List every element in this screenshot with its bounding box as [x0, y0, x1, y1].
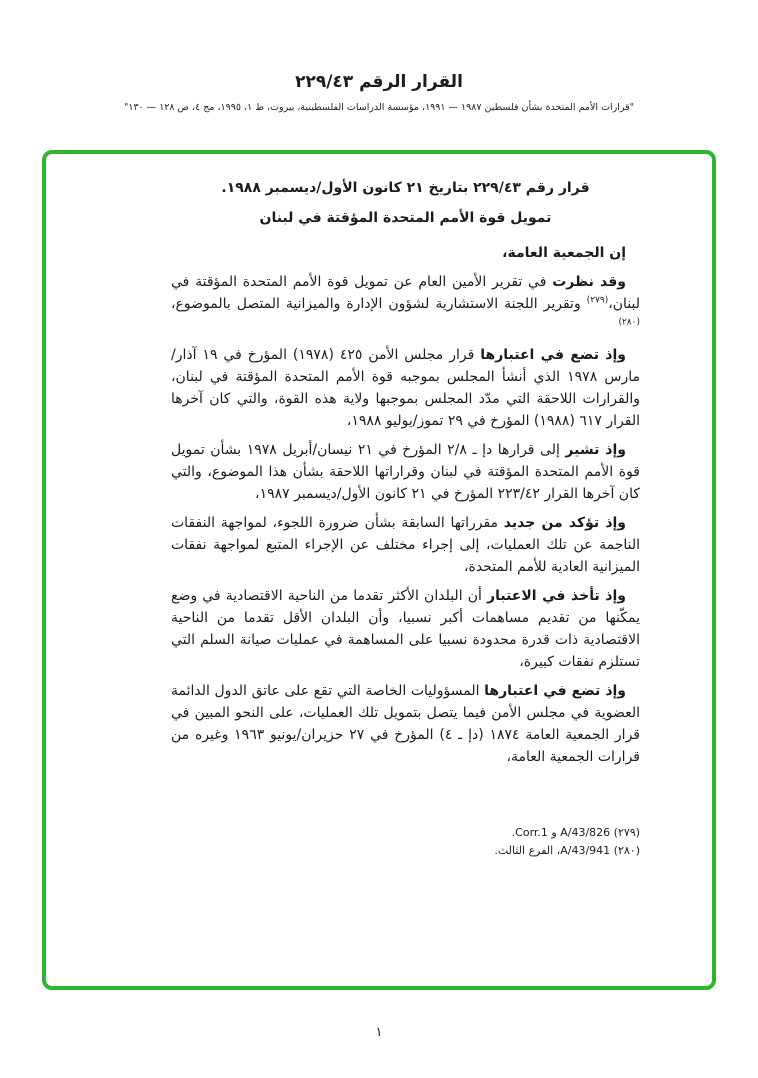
- paragraph-lead: وإذ تضع في اعتبارها: [480, 347, 626, 363]
- paragraph-lead: وإذ تضع في اعتبارها: [484, 683, 626, 699]
- footnotes-section: [171, 824, 640, 860]
- paragraph-text: إلى قرارها دإ ـ ٢/٨ المؤرخ في ٢١ نيسان/أبريل ١٩٧٨ بشأن تمويل قوة الأمم المتحدة المؤقتة في لبنان وقراراتها اللاحقة بشأن هذا الموضوع، والتي كان آخرها القرار ٢٢٣/٤٢ المؤرخ في ٢١ كانون الأول/ديسمبر ١٩٨٧،: [171, 442, 640, 502]
- paragraph-lead: وإذ تؤكد من جديد: [503, 515, 627, 531]
- footnote-279: (٢٧٩) A/43/826 و Corr.1.: [511, 826, 640, 839]
- footnote-ref-280: (٢٨٠): [618, 317, 640, 328]
- paragraph-text: مقرراتها السابقة بشأن ضرورة اللجوء، لمواجهة النفقات الناجمة عن تلك العمليات، إلى إجراء مختلف عن الإجراء المتبع لمواجهة نفقات الميزانية العادية للأمم المتحدة،: [171, 515, 640, 575]
- paragraph-recalling: [171, 439, 640, 505]
- document-header: [0, 0, 758, 113]
- paragraph-opening: [171, 242, 640, 264]
- resolution-content: [46, 154, 712, 860]
- footnote-ref-279: (٢٧٩): [586, 295, 609, 306]
- resolution-subheading: تمويل قوة الأمم المتحدة المؤقتة في لبنان: [259, 210, 552, 226]
- paragraph-bearing-in-mind-425: [171, 344, 640, 432]
- paragraph-lead: وقد نظرت: [552, 274, 626, 290]
- resolution-box: [42, 150, 716, 990]
- paragraph-having-considered: [171, 271, 640, 337]
- paragraph-text: قرار مجلس الأمن ٤٢٥ (١٩٧٨) المؤرخ في ١٩ آذار/مارس ١٩٧٨ الذي أنشأ المجلس بموجبه قوة الأمم المتحدة المؤقتة في لبنان، والقرارات اللاحقة التي مدّد المجلس بموجبها ولاية هذه القوة، والتي كان آخرها القرار ٦١٧ (١٩٨٨) المؤرخ في ٢٩ تموز/يوليو ١٩٨٨،: [171, 347, 640, 429]
- paragraph-text: أن البلدان الأكثر تقدما من الناحية الاقتصادية في وضع يمكّنها من تقديم مساهمات أكبر نسبيا، وأن البلدان الأقل تقدما من الناحية الاقتصادية ذات قدرة محدودة نسبيا على المساهمة في عمليات صيانة السلم التي تستلزم نفقات كبيرة،: [171, 588, 640, 670]
- source-citation: "قرارات الأمم المتحدة بشأن فلسطين ١٩٨٧ — ١٩٩١، مؤسسة الدراسات الفلسطينية، بيروت، ط ١، ١٩٩٥، مج ٤، ص ١٢٨ — ١٣٠": [123, 102, 635, 113]
- page-title: القرار الرقم ٢٢٩/٤٣: [295, 72, 463, 92]
- resolution-heading: قرار رقم ٢٢٩/٤٣ بتاريخ ٢١ كانون الأول/ديسمبر ١٩٨٨.: [221, 180, 590, 196]
- paragraph-special-responsibilities: [171, 680, 640, 768]
- paragraph-taking-into-account: [171, 585, 640, 673]
- paragraph-reaffirming: [171, 512, 640, 578]
- footnote-280: (٢٨٠) A/43/941، الفرع الثالث.: [494, 844, 640, 857]
- paragraph-text: وتقرير اللجنة الاستشارية لشؤون الإدارة والميزانية المتصل بالموضوع،: [171, 296, 587, 312]
- page-number: ١: [375, 1025, 383, 1040]
- paragraph-text: المسؤوليات الخاصة التي تقع على عاتق الدول الدائمة العضوية في مجلس الأمن فيما يتصل بتمويل تلك العمليات، على النحو المبين في قرار الجمعية العامة ١٨٧٤ (دإ ـ ٤) المؤرخ في ٢٧ حزيران/يونيو ١٩٦٣ وغيره من قرارات الجمعية العامة،: [171, 683, 640, 765]
- paragraph-lead: وإذ تشير: [565, 442, 626, 458]
- paragraph-text: في تقرير الأمين العام عن تمويل قوة الأمم المتحدة المؤقتة في لبنان،: [171, 274, 640, 312]
- paragraph-lead: إن الجمعية العامة،: [502, 245, 626, 261]
- paragraph-lead: وإذ تأخذ في الاعتبار: [487, 588, 626, 604]
